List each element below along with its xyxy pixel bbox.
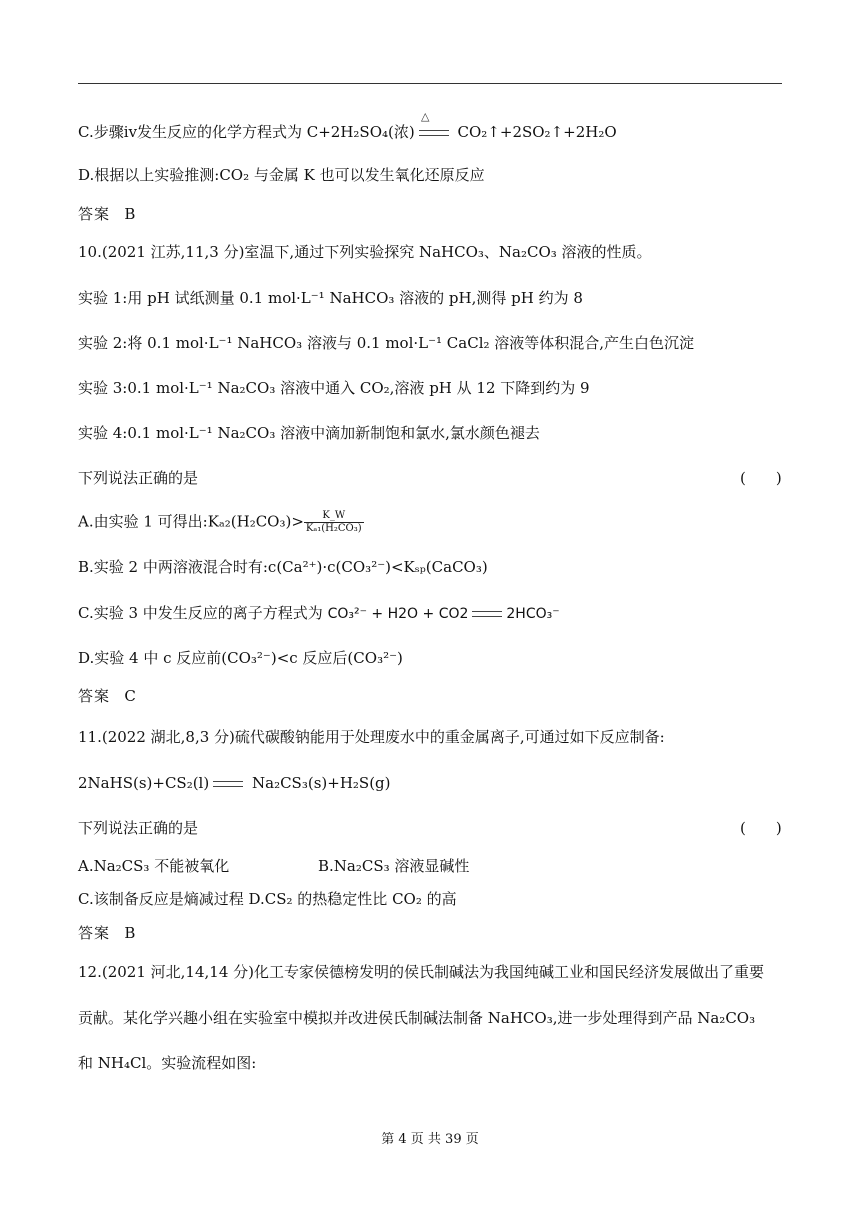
q10-answer-bracket: ( ) xyxy=(740,469,782,487)
q12-line3: 和 NH₄Cl。实验流程如图: xyxy=(78,1054,257,1072)
answer-label: 答案 xyxy=(78,924,111,942)
q11-option-a: A.Na₂CS₃ 不能被氧化 xyxy=(78,857,230,875)
q10-option-a-prefix: A.由实验 1 可得出: xyxy=(78,512,208,531)
answer-label: 答案 xyxy=(78,687,111,705)
q11-answer-bracket: ( ) xyxy=(740,819,782,837)
fraction-denominator: Kₐ₁(H₂CO₃) xyxy=(305,523,362,534)
q10-exp1: 实验 1:用 pH 试纸测量 0.1 mol·L⁻¹ NaHCO₃ 溶液的 pH,测得 pH 约为 8 xyxy=(78,289,583,307)
option-c-text: C.步骤ⅳ发生反应的化学方程式为 C+2H₂SO₄(浓) xyxy=(78,123,415,141)
q11-option-cd xyxy=(78,889,457,909)
q11-stem: 11.(2022 湖北,8,3 分)硫代碳酸钠能用于处理废水中的重金属离子,可通过如下反应制备: xyxy=(78,728,665,746)
q10-option-a-fraction xyxy=(304,510,364,535)
q11-option-c: C.该制备反应是熵减过程 xyxy=(78,890,244,908)
answer-value: B xyxy=(124,205,136,223)
q10-option-c-prefix: C.实验 3 中发生反应的离子方程式为 xyxy=(78,604,328,622)
answer-label: 答案 xyxy=(78,205,111,223)
option-d-prev: D.根据以上实验推测:CO₂ 与金属 K 也可以发生氧化还原反应 xyxy=(78,166,485,184)
q10-option-c-lhs: CO₃²⁻ + H2O + CO2 xyxy=(327,606,469,622)
q12-line1: 12.(2021 河北,14,14 分)化工专家侯德榜发明的侯氏制碱法为我国纯碱工业和国民经济发展做出了重要 xyxy=(78,963,764,981)
option-c-prev xyxy=(78,122,617,142)
q11-option-d: D.CS₂ 的热稳定性比 CO₂ 的高 xyxy=(248,890,457,908)
answer-value: B xyxy=(124,924,136,942)
q10-option-c xyxy=(78,603,560,624)
q10-prompt: 下列说法正确的是 xyxy=(78,469,199,487)
q10-exp4: 实验 4:0.1 mol·L⁻¹ Na₂CO₃ 溶液中滴加新制饱和氯水,氯水颜色褪去 xyxy=(78,424,540,442)
q10-option-d: D.实验 4 中 c 反应前(CO₃²⁻)<c 反应后(CO₃²⁻) xyxy=(78,649,403,667)
equals-sign xyxy=(213,781,243,787)
q11-equation-rhs: Na₂CS₃(s)+H₂S(g) xyxy=(252,774,391,792)
q11-equation-lhs: 2NaHS(s)+CS₂(l) xyxy=(78,774,210,792)
option-c-products: CO₂↑+2SO₂↑+2H₂O xyxy=(457,123,617,141)
q10-exp3: 实验 3:0.1 mol·L⁻¹ Na₂CO₃ 溶液中通入 CO₂,溶液 pH 从 12 下降到约为 9 xyxy=(78,379,590,397)
q10-option-a-lhs: Kₐ₂(H₂CO₃)> xyxy=(207,512,304,531)
answer-prev xyxy=(78,204,135,224)
q12-line2: 贡献。某化学兴趣小组在实验室中模拟并改进侯氏制碱法制备 NaHCO₃,进一步处理得到产品 Na₂CO₃ xyxy=(78,1009,756,1027)
q10-answer xyxy=(78,686,136,706)
q11-answer xyxy=(78,923,135,943)
equals-sign xyxy=(472,611,502,617)
q10-option-a xyxy=(78,510,364,535)
q11-prompt: 下列说法正确的是 xyxy=(78,819,199,837)
header-rule xyxy=(78,83,782,84)
q10-option-b: B.实验 2 中两溶液混合时有:c(Ca²⁺)·c(CO₃²⁻)<Kₛₚ(CaCO₃) xyxy=(78,558,488,576)
q11-option-b: B.Na₂CS₃ 溶液显碱性 xyxy=(318,857,470,875)
heat-condition: △ xyxy=(421,110,430,123)
q10-stem: 10.(2021 江苏,11,3 分)室温下,通过下列实验探究 NaHCO₃、Na₂CO₃ 溶液的性质。 xyxy=(78,243,652,261)
fraction-numerator: K_W xyxy=(304,510,364,523)
page-footer: 第 4 页 共 39 页 xyxy=(381,1132,479,1147)
q10-option-c-rhs: 2HCO₃⁻ xyxy=(506,606,560,622)
answer-value: C xyxy=(124,687,136,705)
equals-sign xyxy=(419,130,449,136)
q11-equation xyxy=(78,773,391,793)
q10-exp2: 实验 2:将 0.1 mol·L⁻¹ NaHCO₃ 溶液与 0.1 mol·L⁻¹ CaCl₂ 溶液等体积混合,产生白色沉淀 xyxy=(78,334,695,352)
